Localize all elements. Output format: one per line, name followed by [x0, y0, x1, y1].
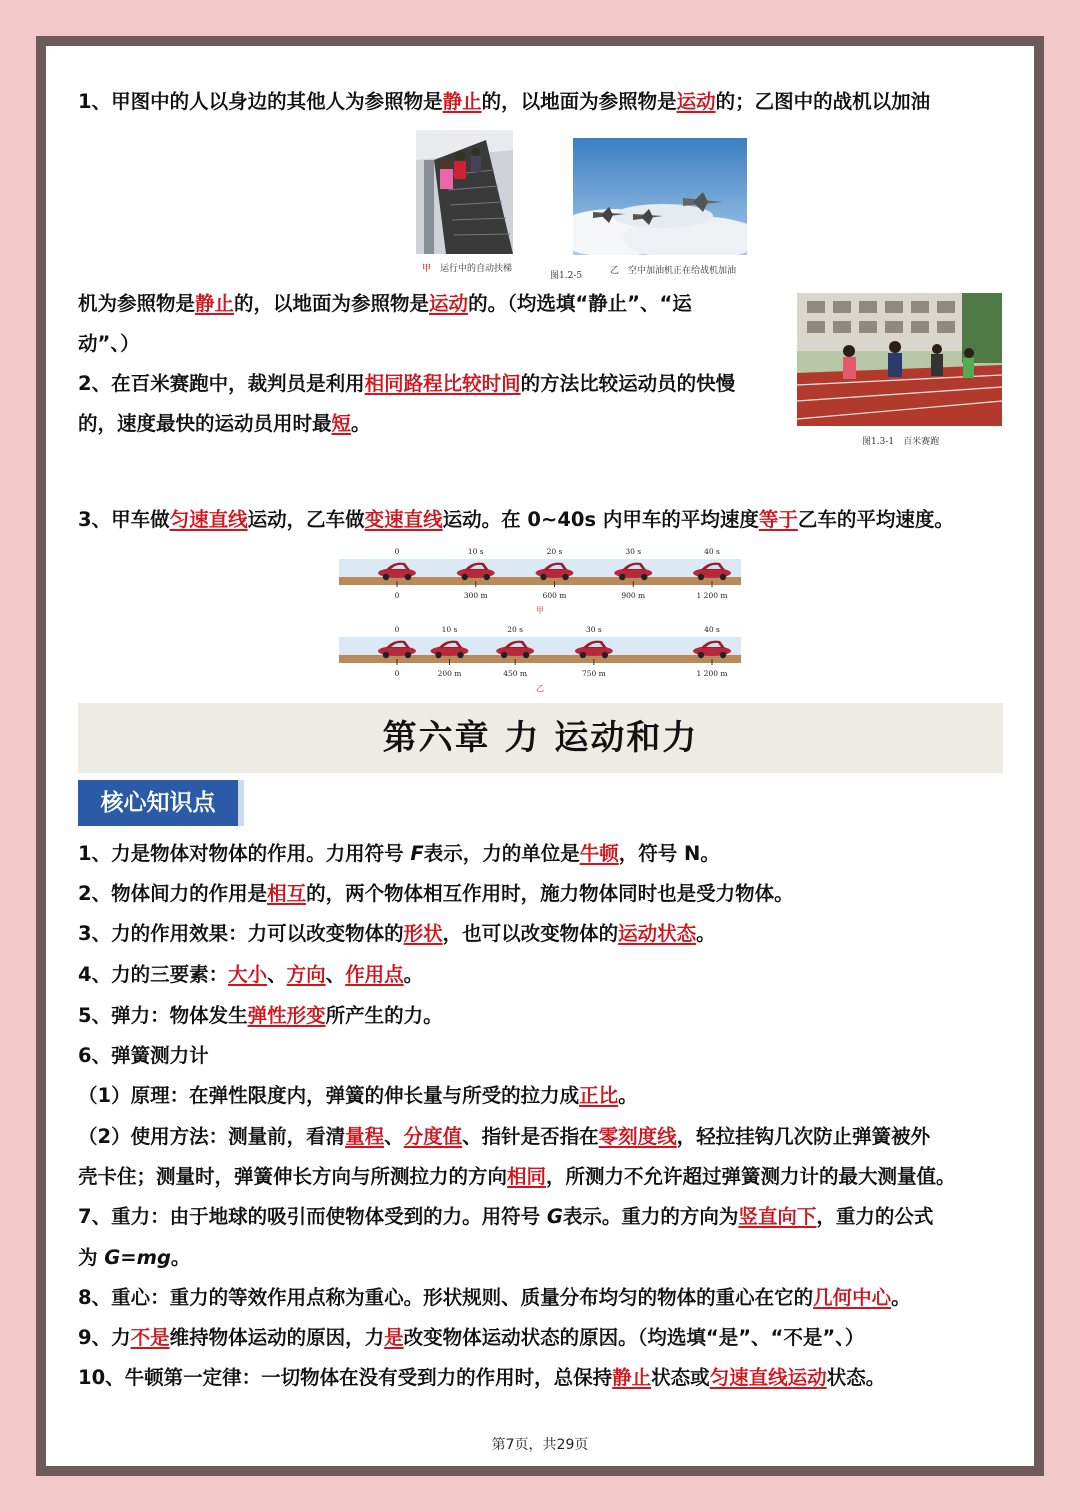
answer-blank: 运动	[429, 292, 469, 315]
text-run: 的；乙图中的战机以加油	[715, 90, 931, 113]
text-run: 表示，力的单位是	[423, 842, 580, 865]
text-run: 的，两个物体相互作用时，施力物体同时也是受力物体。	[306, 882, 794, 905]
answer-blank: 正比	[579, 1084, 619, 1107]
answer-blank: 不是	[130, 1326, 170, 1349]
text-run: 表示。重力的方向为	[562, 1205, 739, 1228]
point-6-2-line-2	[78, 1157, 956, 1197]
answer-blank: 短	[331, 412, 352, 435]
race-caption: 图1.3-1 百米赛跑	[862, 437, 940, 447]
time-label-yi-2: 20 s	[507, 625, 524, 634]
text-run: 2、在百米赛跑中，裁判员是利用	[78, 372, 365, 395]
point-8	[78, 1278, 911, 1318]
answer-blank: 分度值	[403, 1125, 463, 1148]
answer-blank: 大小	[228, 963, 268, 986]
symbol: G=mg	[104, 1246, 171, 1269]
time-label-jia-3: 30 s	[625, 547, 642, 556]
time-label-yi-4: 40 s	[704, 625, 720, 634]
text-run: 4、力的三要素：	[78, 963, 229, 986]
distance-label-jia-1: 300 m	[463, 591, 488, 600]
text-run: 状态。	[826, 1366, 886, 1389]
text-run: （1）原理：在弹性限度内，弹簧的伸长量与所受的拉力成	[78, 1084, 580, 1107]
track-jia	[339, 545, 741, 620]
point-1	[78, 834, 720, 874]
time-label-yi-1: 10 s	[441, 625, 458, 634]
text-run: 。	[891, 1286, 911, 1309]
text-run: 1、力是物体对物体的作用。力用符号	[78, 842, 411, 865]
escalator-photo	[416, 130, 513, 254]
text-run: 、	[325, 963, 346, 986]
distance-label-jia-3: 900 m	[621, 591, 646, 600]
answer-blank: 作用点	[345, 963, 404, 986]
answer-blank: 静止	[612, 1366, 652, 1389]
answer-blank: 几何中心	[813, 1286, 892, 1309]
track-yi	[339, 623, 741, 698]
answer-blank: 弹性形变	[247, 1004, 326, 1027]
text-run: 维持物体运动的原因，力	[169, 1326, 385, 1349]
text-run: 的方法比较运动员的快慢	[520, 372, 736, 395]
answer-blank: 相互	[267, 882, 307, 905]
distance-label-jia-4: 1 200 m	[696, 591, 728, 600]
text-run: 的。（均选填“静止”、“运	[468, 292, 692, 315]
text-run: 6、弹簧测力计	[78, 1044, 209, 1067]
text-run: 2、物体间力的作用是	[78, 882, 268, 905]
jets-caption: 乙 空中加油机正在给战机加油	[610, 266, 737, 276]
answer-blank: 相同	[507, 1165, 547, 1188]
point-6	[78, 1036, 209, 1076]
item-3	[78, 500, 954, 540]
jets-fig-label: 图1.2-5	[550, 271, 583, 281]
text-run: ，所测力不允许超过弹簧测力计的最大测量值。	[546, 1165, 956, 1188]
answer-blank: 零刻度线	[598, 1125, 677, 1148]
item-1-line-2	[78, 284, 692, 324]
point-2	[78, 874, 794, 914]
distance-label-yi-2: 450 m	[503, 669, 528, 678]
text-run: ，重力的公式	[816, 1205, 934, 1228]
point-10	[78, 1358, 885, 1398]
answer-blank: 等于	[758, 508, 798, 531]
distance-label-jia-2: 600 m	[542, 591, 567, 600]
answer-blank: 量程	[345, 1125, 385, 1148]
point-6-2-line-1	[78, 1117, 930, 1157]
point-7-line-1	[78, 1197, 933, 1237]
text-run: 乙车的平均速度。	[797, 508, 954, 531]
text-run: 。	[403, 963, 424, 986]
text-run: 。	[351, 412, 371, 435]
text-run: 、指针是否指在	[462, 1125, 599, 1148]
distance-label-yi-4: 1 200 m	[696, 669, 728, 678]
point-3	[78, 914, 716, 954]
distance-label-yi-3: 750 m	[581, 669, 606, 678]
text-run: 3、力的作用效果：力可以改变物体的	[78, 922, 404, 945]
text-run: 10、牛顿第一定律：一切物体在没有受到力的作用时，总保持	[78, 1366, 613, 1389]
text-run: 。	[170, 1246, 191, 1269]
item-1-line-3	[78, 324, 140, 364]
race-photo	[797, 293, 1002, 426]
point-5	[78, 996, 443, 1036]
point-7-line-2	[78, 1238, 190, 1278]
text-run: 5、弹力：物体发生	[78, 1004, 248, 1027]
section-badge: 核心知识点	[78, 780, 244, 826]
point-9	[78, 1318, 864, 1358]
time-label-jia-1: 10 s	[467, 547, 484, 556]
text-run: 3、甲车做	[78, 508, 170, 531]
answer-blank: 匀速直线	[169, 508, 248, 531]
text-run: 运动，乙车做	[247, 508, 365, 531]
text-run: 机为参照物是	[78, 292, 196, 315]
symbol: G	[546, 1205, 563, 1228]
text-run: ，符号 N。	[618, 842, 720, 865]
chapter-title: 第六章 力 运动和力	[78, 703, 1003, 773]
page-footer: 第7页，共29页	[491, 1437, 589, 1453]
text-run: 、	[267, 963, 287, 986]
point-6-1	[78, 1076, 638, 1116]
answer-blank: 竖直向下	[738, 1205, 817, 1228]
answer-blank: 静止	[195, 292, 235, 315]
escalator-caption: 甲 运行中的自动扶梯	[422, 264, 513, 274]
text-run: 、	[384, 1125, 404, 1148]
text-run: 。	[696, 922, 716, 945]
answer-blank: 相同路程比较时间	[364, 372, 521, 395]
answer-blank: 运动	[676, 90, 716, 113]
text-run: 运动。在 0~40s 内甲车的平均速度	[442, 508, 759, 531]
text-run: 壳卡住；测量时，弹簧伸长方向与所测拉力的方向	[78, 1165, 508, 1188]
text-run: 为	[78, 1246, 105, 1269]
time-label-jia-4: 40 s	[704, 547, 720, 556]
distance-label-yi-1: 200 m	[437, 669, 462, 678]
text-run: 8、重心：重力的等效作用点称为重心。形状规则、质量分布均匀的物体的重心在它的	[78, 1286, 814, 1309]
text-run: （2）使用方法：测量前，看清	[78, 1125, 346, 1148]
answer-blank: 静止	[442, 90, 482, 113]
text-run: 动”、）	[78, 332, 140, 355]
track-name-jia: 甲	[536, 606, 544, 615]
answer-blank: 变速直线	[364, 508, 443, 531]
track-name-yi: 乙	[536, 684, 544, 693]
item-2-line-1	[78, 364, 735, 404]
distance-label-yi-0: 0	[394, 669, 400, 678]
time-label-yi-3: 30 s	[585, 625, 602, 634]
time-label-yi-0: 0	[394, 625, 400, 634]
text-run: ，轻拉挂钩几次防止弹簧被外	[676, 1125, 931, 1148]
point-4	[78, 955, 423, 995]
text-run: 所产生的力。	[325, 1004, 443, 1027]
text-run: 的，以地面为参照物是	[481, 90, 677, 113]
time-label-jia-0: 0	[394, 547, 400, 556]
answer-blank: 形状	[403, 922, 443, 945]
jets-photo	[573, 138, 747, 255]
text-run: 。	[618, 1084, 638, 1107]
distance-label-jia-0: 0	[394, 591, 400, 600]
symbol: F	[410, 842, 424, 865]
text-run: 9、力	[78, 1326, 131, 1349]
answer-blank: 牛顿	[579, 842, 619, 865]
answer-blank: 运动状态	[618, 922, 697, 945]
answer-blank: 是	[384, 1326, 404, 1349]
text-run: 7、重力：由于地球的吸引而使物体受到的力。用符号	[78, 1205, 547, 1228]
text-run: 的，速度最快的运动员用时最	[78, 412, 332, 435]
answer-blank: 匀速直线运动	[709, 1366, 827, 1389]
text-run: 改变物体运动状态的原因。（均选填“是”、“不是”、）	[403, 1326, 865, 1349]
text-run: 状态或	[651, 1366, 710, 1389]
text-run: ，也可以改变物体的	[442, 922, 619, 945]
text-run: 的，以地面为参照物是	[234, 292, 430, 315]
text-run: 1、甲图中的人以身边的其他人为参照物是	[78, 90, 443, 113]
answer-blank: 方向	[286, 963, 326, 986]
item-2-line-2	[78, 404, 371, 444]
time-label-jia-2: 20 s	[546, 547, 563, 556]
item-1-line-1	[78, 82, 930, 122]
